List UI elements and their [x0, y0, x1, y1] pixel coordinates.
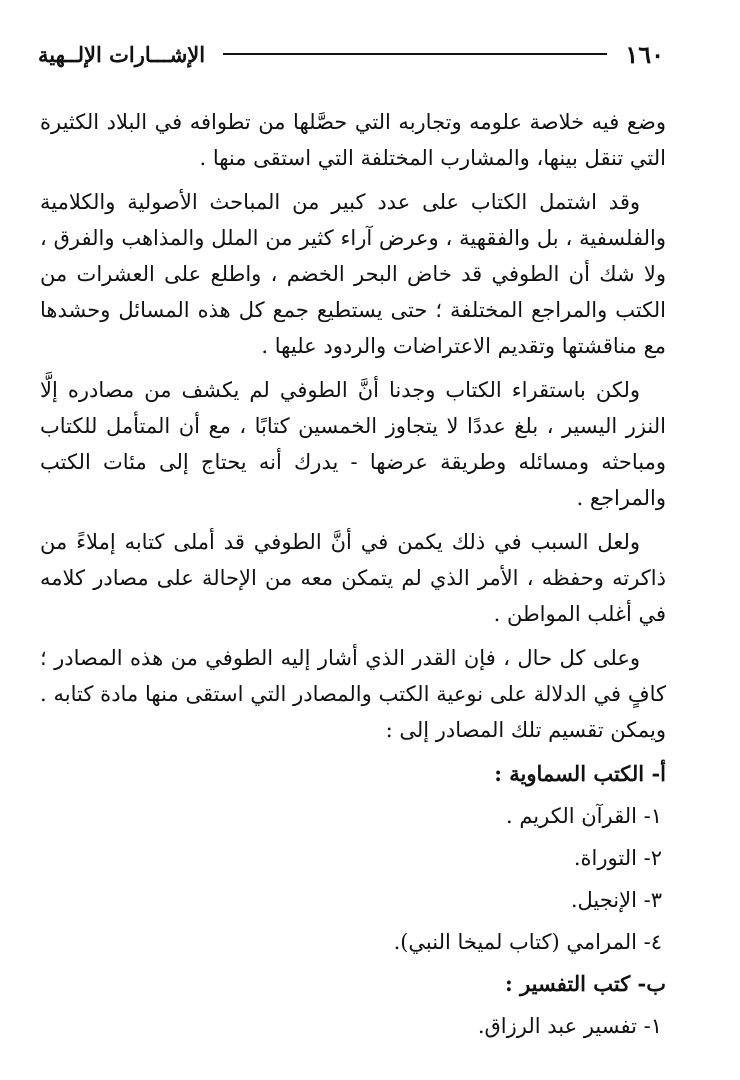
list-item: ١- تفسير عبد الرزاق.	[477, 1014, 662, 1038]
paragraph: ولكن باستقراء الكتاب وجدنا أنَّ الطوفي لم يكشف من مصادره إلَّا النزر اليسير ، بلغ عددًا لا يتجاوز الخمسين كتابًا ، مع أن المتأمل للكتاب ومباحثه ومسائله وطريقة عرضها - يدرك أنه يحتاج إلى مئات الكتب والمراجع .	[40, 378, 666, 510]
paragraph: وعلى كل حال ، فإن القدر الذي أشار إليه الطوفي من هذه المصادر ؛ كافٍ في الدلالة على نوعية الكتب والمصادر التي استقى منها مادة كتابه . ويمكن تقسيم تلك المصادر إلى :	[40, 646, 666, 742]
list-item: ٢- التوراة.	[573, 846, 662, 870]
page-header	[38, 34, 664, 74]
section-heading: ب- كتب التفسير :	[505, 971, 666, 996]
page-number: ١٦٠	[625, 39, 664, 69]
source-list	[40, 798, 666, 960]
source-list	[40, 1008, 666, 1044]
section-heading: أ- الكتب السماوية :	[494, 761, 666, 786]
paragraph: ولعل السبب في ذلك يكمن في أنَّ الطوفي قد أملى كتابه إملاءً من ذاكرته وحفظه ، الأمر الذي لم يتمكن معه من الإحالة على مصادر كلامه في أغلب المواطن .	[40, 530, 666, 626]
section-tafsir-books	[40, 966, 666, 1044]
list-item: ١- القرآن الكريم .	[505, 804, 662, 828]
paragraph: وضع فيه خلاصة علومه وتجاربه التي حصَّلها من تطوافه في البلاد الكثيرة التي تنقل بينها، والمشارب المختلفة التي استقى منها .	[40, 110, 666, 170]
section-heavenly-books	[40, 756, 666, 960]
header-rule	[223, 53, 607, 55]
list-item: ٤- المرامي (كتاب لميخا النبي).	[393, 930, 662, 954]
running-title: الإشـــارات الإلــهية	[38, 41, 206, 67]
list-item: ٣- الإنجيل.	[570, 888, 662, 912]
paragraph: وقد اشتمل الكتاب على عدد كبير من المباحث الأصولية والكلامية والفلسفية ، بل والفقهية ، وعرض آراء كثير من الملل والمذاهب والفرق ، ولا شك أن الطوفي قد خاض البحر الخضم ، واطلع على العشرات من الكتب والمراجع المختلفة ؛ حتى يستطيع جمع كل هذه المسائل وحشدها مع مناقشتها وتقديم الاعتراضات والردود عليها .	[40, 190, 666, 358]
page-body	[40, 104, 666, 1050]
